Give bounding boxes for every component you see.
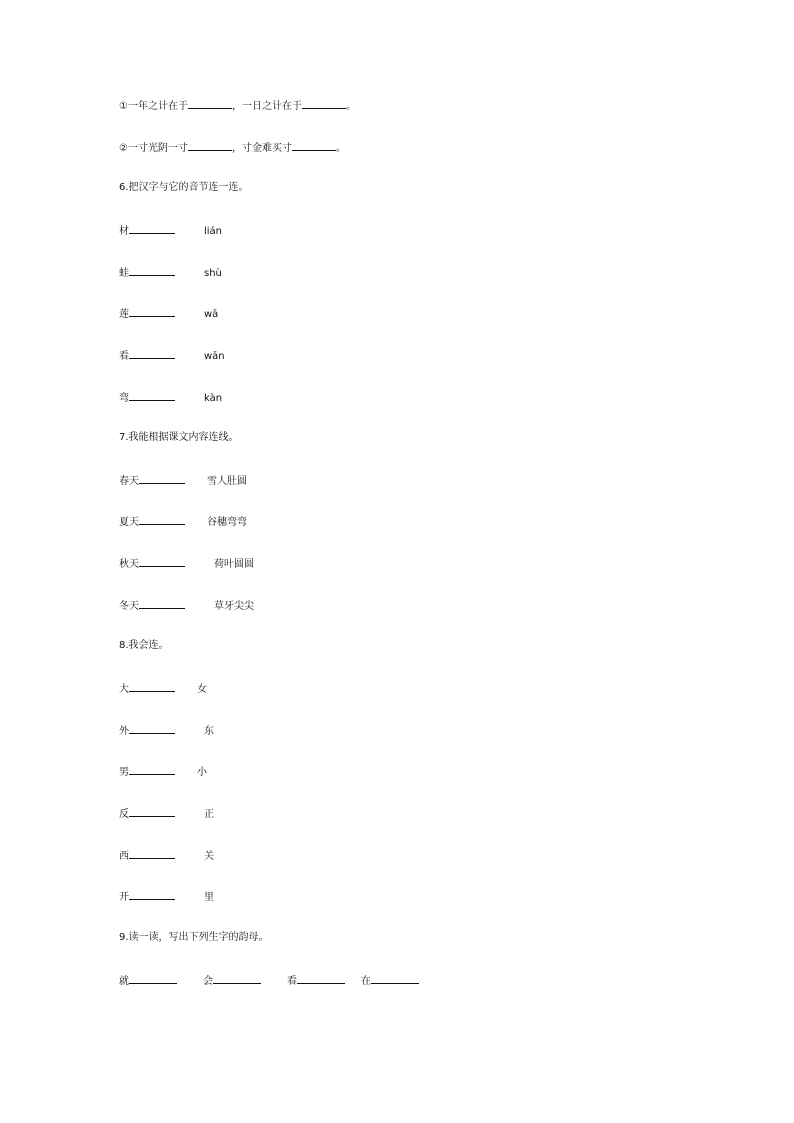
- q8-left: 西: [119, 851, 129, 862]
- q7-season: 秋天: [119, 559, 139, 570]
- q6-hanzi: 莲: [119, 309, 129, 320]
- q5-line-1-end: 。: [345, 101, 356, 112]
- q6-heading: 6.把汉字与它的音节连一连。: [119, 182, 249, 193]
- q6-row: [119, 223, 222, 237]
- q9-char: 看: [287, 976, 297, 987]
- q8-row: [119, 848, 214, 862]
- blank-field[interactable]: [129, 390, 175, 401]
- q8-left: 大: [119, 684, 129, 695]
- blank-field[interactable]: [129, 723, 175, 734]
- q7-season: 夏天: [119, 517, 139, 528]
- q7-heading: 7.我能根据课文内容连线。: [119, 432, 239, 443]
- q6-pinyin: kàn: [204, 393, 223, 404]
- blank-field[interactable]: [129, 306, 175, 317]
- q8-right: 女: [197, 684, 207, 695]
- q8-row: [119, 806, 214, 820]
- q9-item: [119, 973, 177, 989]
- q7-row: [119, 514, 247, 528]
- q5-line-1-label: ①一年之计在于: [119, 101, 188, 112]
- blank-field[interactable]: [129, 764, 175, 775]
- q5-line-2-end: 。: [335, 143, 346, 154]
- q6-pinyin: wān: [204, 351, 225, 362]
- blank-field[interactable]: [139, 556, 185, 567]
- q8-row: [119, 723, 214, 737]
- q7-item: 雪人肚圆: [207, 476, 247, 487]
- blank-field[interactable]: [188, 98, 232, 109]
- q7-row: [119, 556, 254, 570]
- q6-hanzi: 看: [119, 351, 129, 362]
- blank-field[interactable]: [297, 973, 345, 984]
- q7-row: [119, 598, 254, 612]
- q5-line-1: [119, 98, 356, 112]
- blank-field[interactable]: [129, 223, 175, 234]
- q8-row: [119, 764, 207, 778]
- q6-pinyin: shù: [204, 268, 222, 279]
- blank-field[interactable]: [139, 598, 185, 609]
- blank-field[interactable]: [188, 140, 232, 151]
- blank-field[interactable]: [139, 514, 185, 525]
- q8-row: [119, 889, 214, 903]
- q9-char: 在: [361, 976, 371, 987]
- blank-field[interactable]: [292, 140, 336, 151]
- q6-pinyin: lián: [204, 226, 223, 237]
- q9-item: [361, 973, 419, 989]
- q9-char: 就: [119, 976, 129, 987]
- blank-field[interactable]: [129, 681, 175, 692]
- q5-line-2-label: ②一寸光阴一寸: [119, 143, 188, 154]
- q7-row: [119, 473, 247, 487]
- blank-field[interactable]: [129, 848, 175, 859]
- blank-field[interactable]: [129, 806, 175, 817]
- q6-row: [119, 390, 222, 404]
- q5-line-1-sep: ，一日之计在于: [231, 101, 302, 112]
- q5-line-2: [119, 140, 346, 154]
- q8-left: 男: [119, 767, 129, 778]
- blank-field[interactable]: [371, 973, 419, 984]
- blank-field[interactable]: [129, 265, 175, 276]
- q8-right: 小: [197, 767, 207, 778]
- q6-hanzi: 弯: [119, 393, 129, 404]
- blank-field[interactable]: [129, 348, 175, 359]
- q7-item: 荷叶圆圆: [214, 559, 254, 570]
- q8-heading: 8.我会连。: [119, 640, 169, 651]
- q8-left: 反: [119, 809, 129, 820]
- q5-line-2-sep: ，寸金难买寸: [231, 143, 292, 154]
- q9-char: 会: [203, 976, 213, 987]
- q8-right: 正: [204, 809, 214, 820]
- q7-item: 谷穗弯弯: [207, 517, 247, 528]
- blank-field[interactable]: [302, 98, 346, 109]
- q6-hanzi: 蛙: [119, 268, 129, 279]
- q8-row: [119, 681, 207, 695]
- q8-left: 外: [119, 726, 129, 737]
- blank-field[interactable]: [129, 973, 177, 984]
- q6-row: [119, 265, 222, 279]
- q6-hanzi: 材: [119, 226, 129, 237]
- q7-season: 春天: [119, 476, 139, 487]
- q6-pinyin: wā: [204, 309, 219, 320]
- q9-item: [203, 973, 261, 989]
- q9-item: [287, 973, 345, 989]
- q9-row: [119, 973, 445, 987]
- q6-row: [119, 348, 225, 362]
- q9-heading: 9.读一读，写出下列生字的韵母。: [119, 932, 269, 943]
- q7-season: 冬天: [119, 601, 139, 612]
- blank-field[interactable]: [213, 973, 261, 984]
- q8-left: 开: [119, 892, 129, 903]
- q8-right: 关: [204, 851, 214, 862]
- q8-right: 东: [204, 726, 214, 737]
- blank-field[interactable]: [139, 473, 185, 484]
- q7-item: 草牙尖尖: [214, 601, 254, 612]
- q6-row: [119, 306, 218, 320]
- q8-right: 里: [204, 892, 214, 903]
- blank-field[interactable]: [129, 889, 175, 900]
